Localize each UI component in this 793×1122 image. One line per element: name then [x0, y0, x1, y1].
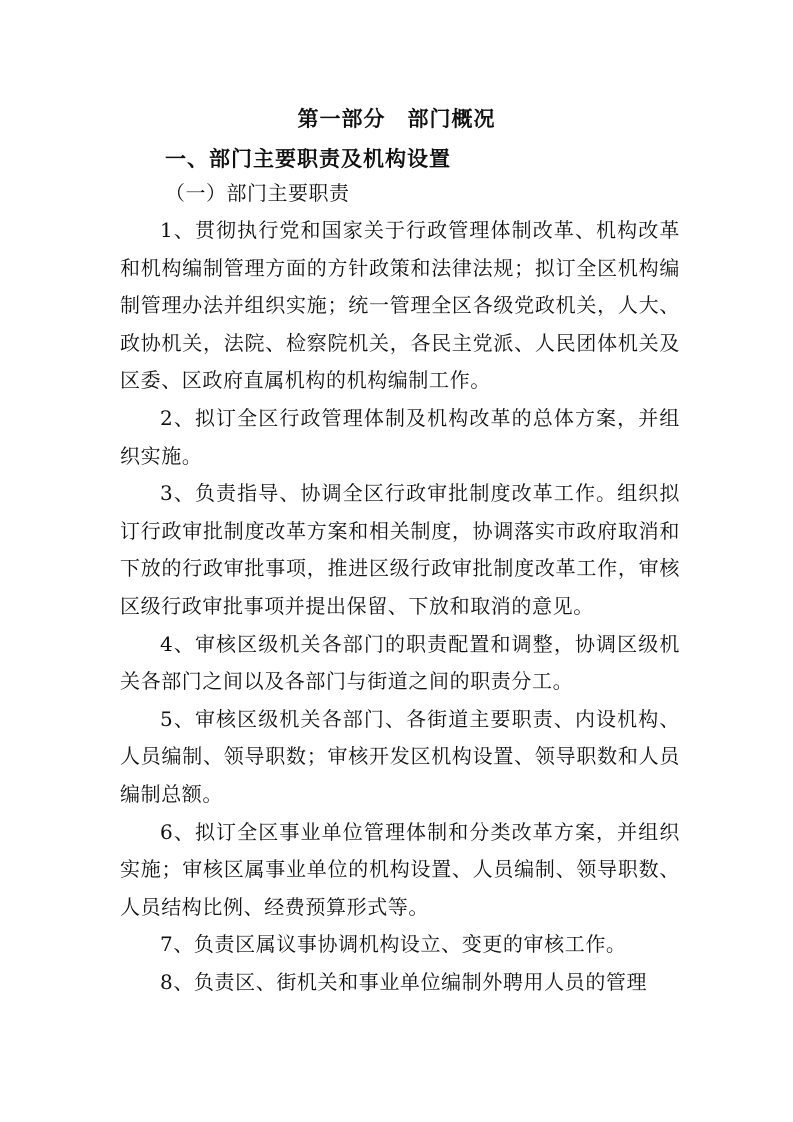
title-name: 部门概况	[407, 106, 496, 131]
title-part: 第一部分	[297, 106, 386, 131]
document-body	[120, 212, 680, 1001]
paragraph-8: 8、负责区、街机关和事业单位编制外聘用人员的管理	[160, 969, 648, 994]
page-title	[0, 104, 793, 134]
subsection-heading: （一）部门主要职责	[165, 181, 350, 205]
paragraph-1: 1、贯彻执行党和国家关于行政管理体制改革、机构改革和机构编制管理方面的方针政策和法律法规；拟订全区机构编制管理办法并组织实施；统一管理全区各级党政机关，人大、政协机关，法院、检察院机关，各民主党派、人民团体机关及区委、区政府直属机构的机构编制工作。	[120, 218, 680, 393]
paragraph-5: 5、审核区级机关各部门、各街道主要职责、内设机构、人员编制、领导职数；审核开发区机构设置、领导职数和人员编制总额。	[120, 706, 680, 806]
paragraph-4: 4、审核区级机关各部门的职责配置和调整，协调区级机关各部门之间以及各部门与街道之间的职责分工。	[120, 631, 680, 694]
paragraph-7: 7、负责区属议事协调机构设立、变更的审核工作。	[160, 932, 627, 957]
paragraph-3: 3、负责指导、协调全区行政审批制度改革工作。组织拟订行政审批制度改革方案和相关制度，协调落实市政府取消和下放的行政审批事项，推进区级行政审批制度改革工作，审核区级行政审批事项并提出保留、下放和取消的意见。	[120, 481, 680, 618]
section-heading: 一、部门主要职责及机构设置	[165, 146, 451, 171]
paragraph-6: 6、拟订全区事业单位管理体制和分类改革方案，并组织实施；审核区属事业单位的机构设置、人员编制、领导职数、人员结构比例、经费预算形式等。	[120, 819, 680, 919]
paragraph-2: 2、拟订全区行政管理体制及机构改革的总体方案，并组织实施。	[120, 405, 680, 468]
